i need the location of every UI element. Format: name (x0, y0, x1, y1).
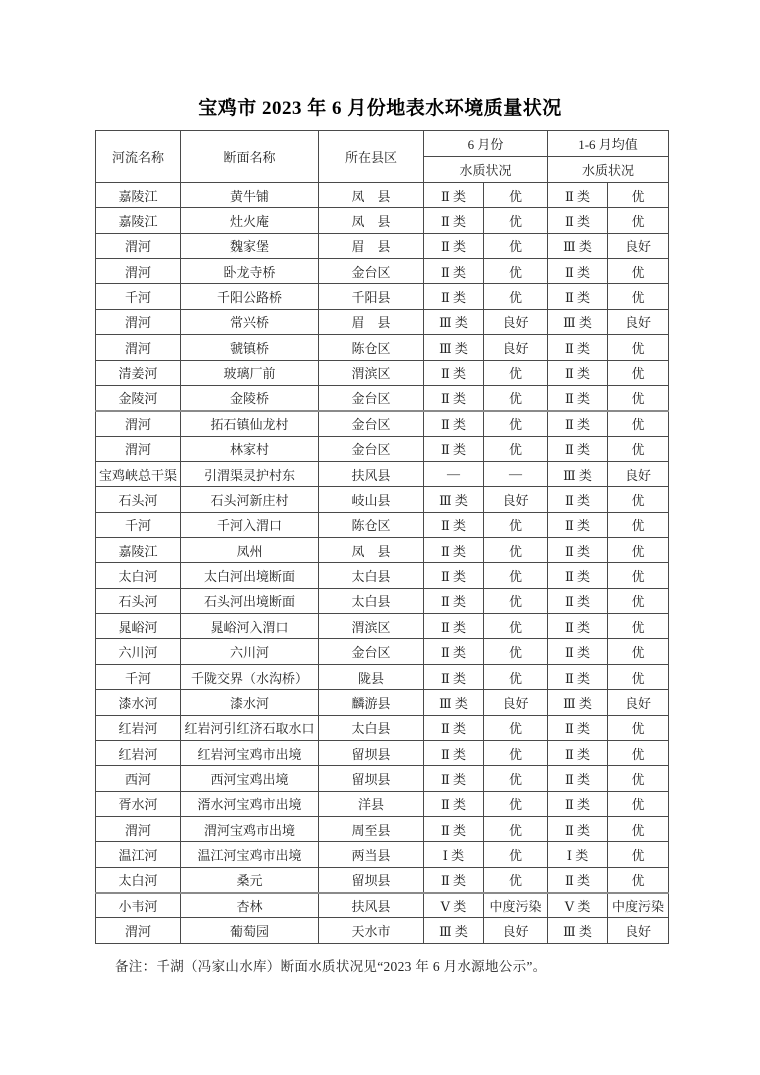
river-name-cell: 渭河 (96, 816, 181, 841)
table-row (96, 512, 669, 537)
river-name-cell: 嘉陵江 (96, 183, 181, 208)
june-status-cell: 良好 (484, 335, 548, 360)
june-status-cell: 优 (484, 208, 548, 233)
june-status-cell: 优 (484, 563, 548, 588)
june-status-cell: 优 (484, 183, 548, 208)
june-status-cell: 优 (484, 816, 548, 841)
table-row (96, 639, 669, 664)
county-cell: 留坝县 (319, 766, 424, 791)
avg-class-cell: Ⅱ 类 (548, 284, 608, 309)
river-name-cell: 小韦河 (96, 893, 181, 918)
june-status-cell: 优 (484, 512, 548, 537)
avg-status-cell: 优 (608, 639, 669, 664)
june-class-cell: — (424, 461, 484, 486)
county-cell: 渭滨区 (319, 614, 424, 639)
section-name-cell: 石头河出境断面 (181, 588, 319, 613)
table-row (96, 614, 669, 639)
river-name-cell: 清姜河 (96, 360, 181, 385)
avg-status-cell: 优 (608, 766, 669, 791)
water-quality-table (95, 130, 669, 944)
river-name-cell: 渭河 (96, 436, 181, 461)
avg-class-cell: Ⅲ 类 (548, 918, 608, 943)
june-class-cell: Ⅲ 类 (424, 918, 484, 943)
june-class-cell: Ⅱ 类 (424, 791, 484, 816)
avg-status-cell: 优 (608, 360, 669, 385)
table-row (96, 690, 669, 715)
table-row (96, 816, 669, 841)
header-county: 所在县区 (319, 131, 424, 183)
river-name-cell: 渭河 (96, 309, 181, 334)
river-name-cell: 石头河 (96, 588, 181, 613)
river-name-cell: 千河 (96, 664, 181, 689)
june-class-cell: Ⅱ 类 (424, 512, 484, 537)
county-cell: 麟游县 (319, 690, 424, 715)
river-name-cell: 嘉陵江 (96, 538, 181, 563)
june-status-cell: 优 (484, 715, 548, 740)
section-name-cell: 引渭渠灵护村东 (181, 461, 319, 486)
river-name-cell: 渭河 (96, 411, 181, 436)
river-name-cell: 晁峪河 (96, 614, 181, 639)
table-row (96, 740, 669, 765)
section-name-cell: 桑元 (181, 867, 319, 892)
section-name-cell: 太白河出境断面 (181, 563, 319, 588)
county-cell: 金台区 (319, 259, 424, 284)
june-class-cell: Ⅲ 类 (424, 487, 484, 512)
avg-class-cell: Ⅱ 类 (548, 563, 608, 588)
june-class-cell: Ⅰ 类 (424, 842, 484, 867)
june-status-cell: 优 (484, 588, 548, 613)
june-status-cell: 优 (484, 259, 548, 284)
avg-class-cell: Ⅱ 类 (548, 436, 608, 461)
avg-status-cell: 优 (608, 385, 669, 410)
section-name-cell: 石头河新庄村 (181, 487, 319, 512)
river-name-cell: 温江河 (96, 842, 181, 867)
avg-class-cell: Ⅲ 类 (548, 690, 608, 715)
section-name-cell: 葡萄园 (181, 918, 319, 943)
county-cell: 渭滨区 (319, 360, 424, 385)
june-status-cell: 优 (484, 664, 548, 689)
table-row (96, 411, 669, 436)
section-name-cell: 魏家堡 (181, 233, 319, 258)
header-river-name: 河流名称 (96, 131, 181, 183)
section-name-cell: 常兴桥 (181, 309, 319, 334)
county-cell: 太白县 (319, 715, 424, 740)
june-class-cell: Ⅲ 类 (424, 690, 484, 715)
section-name-cell: 六川河 (181, 639, 319, 664)
table-row (96, 842, 669, 867)
avg-class-cell: Ⅱ 类 (548, 538, 608, 563)
section-name-cell: 凤州 (181, 538, 319, 563)
section-name-cell: 晁峪河入渭口 (181, 614, 319, 639)
avg-status-cell: 优 (608, 715, 669, 740)
june-class-cell: Ⅱ 类 (424, 715, 484, 740)
river-name-cell: 石头河 (96, 487, 181, 512)
section-name-cell: 渭河宝鸡市出境 (181, 816, 319, 841)
section-name-cell: 林家村 (181, 436, 319, 461)
june-status-cell: 优 (484, 411, 548, 436)
avg-status-cell: 优 (608, 284, 669, 309)
section-name-cell: 卧龙寺桥 (181, 259, 319, 284)
avg-status-cell: 优 (608, 436, 669, 461)
county-cell: 金台区 (319, 436, 424, 461)
avg-class-cell: Ⅲ 类 (548, 461, 608, 486)
avg-class-cell: Ⅱ 类 (548, 411, 608, 436)
river-name-cell: 嘉陵江 (96, 208, 181, 233)
june-class-cell: Ⅱ 类 (424, 614, 484, 639)
county-cell: 凤 县 (319, 208, 424, 233)
avg-status-cell: 良好 (608, 309, 669, 334)
avg-class-cell: Ⅱ 类 (548, 740, 608, 765)
june-class-cell: Ⅱ 类 (424, 563, 484, 588)
table-row (96, 791, 669, 816)
avg-status-cell: 良好 (608, 918, 669, 943)
june-status-cell: 优 (484, 614, 548, 639)
table-row (96, 588, 669, 613)
june-class-cell: Ⅱ 类 (424, 538, 484, 563)
county-cell: 陈仓区 (319, 335, 424, 360)
table-row (96, 183, 669, 208)
section-name-cell: 西河宝鸡出境 (181, 766, 319, 791)
avg-status-cell: 优 (608, 791, 669, 816)
avg-status-cell: 良好 (608, 233, 669, 258)
table-row (96, 385, 669, 410)
avg-class-cell: Ⅱ 类 (548, 614, 608, 639)
table-row (96, 461, 669, 486)
avg-status-cell: 优 (608, 740, 669, 765)
avg-status-cell: 优 (608, 183, 669, 208)
header-june-group: 6 月份 (424, 131, 548, 157)
county-cell: 太白县 (319, 588, 424, 613)
june-class-cell: Ⅱ 类 (424, 639, 484, 664)
header-section-name: 断面名称 (181, 131, 319, 183)
county-cell: 陈仓区 (319, 512, 424, 537)
avg-class-cell: Ⅱ 类 (548, 385, 608, 410)
river-name-cell: 红岩河 (96, 740, 181, 765)
avg-status-cell: 优 (608, 259, 669, 284)
county-cell: 金台区 (319, 411, 424, 436)
avg-class-cell: Ⅱ 类 (548, 588, 608, 613)
june-class-cell: Ⅱ 类 (424, 411, 484, 436)
avg-status-cell: 优 (608, 588, 669, 613)
june-class-cell: Ⅲ 类 (424, 309, 484, 334)
avg-class-cell: Ⅱ 类 (548, 259, 608, 284)
header-avg-quality: 水质状况 (548, 157, 669, 183)
section-name-cell: 红岩河引红济石取水口 (181, 715, 319, 740)
avg-status-cell: 优 (608, 335, 669, 360)
june-status-cell: 优 (484, 766, 548, 791)
avg-class-cell: Ⅱ 类 (548, 208, 608, 233)
county-cell: 洋县 (319, 791, 424, 816)
avg-status-cell: 优 (608, 512, 669, 537)
county-cell: 眉 县 (319, 309, 424, 334)
june-class-cell: Ⅱ 类 (424, 740, 484, 765)
june-class-cell: Ⅲ 类 (424, 335, 484, 360)
june-class-cell: Ⅱ 类 (424, 284, 484, 309)
avg-class-cell: Ⅱ 类 (548, 639, 608, 664)
june-status-cell: 优 (484, 360, 548, 385)
june-status-cell: 良好 (484, 690, 548, 715)
avg-class-cell: Ⅱ 类 (548, 715, 608, 740)
avg-class-cell: Ⅱ 类 (548, 766, 608, 791)
river-name-cell: 渭河 (96, 335, 181, 360)
county-cell: 凤 县 (319, 538, 424, 563)
avg-class-cell: Ⅲ 类 (548, 309, 608, 334)
footnote: 备注：千湖（冯家山水库）断面水质状况见“2023 年 6 月水源地公示”。 (115, 959, 547, 974)
river-name-cell: 太白河 (96, 867, 181, 892)
river-name-cell: 金陵河 (96, 385, 181, 410)
section-name-cell: 湑水河宝鸡市出境 (181, 791, 319, 816)
county-cell: 金台区 (319, 639, 424, 664)
june-status-cell: 优 (484, 639, 548, 664)
header-june-quality: 水质状况 (424, 157, 548, 183)
table-row (96, 259, 669, 284)
june-class-cell: Ⅱ 类 (424, 816, 484, 841)
county-cell: 扶风县 (319, 461, 424, 486)
river-name-cell: 胥水河 (96, 791, 181, 816)
table-row (96, 309, 669, 334)
section-name-cell: 玻璃厂前 (181, 360, 319, 385)
june-status-cell: 优 (484, 284, 548, 309)
table-body (96, 183, 669, 944)
june-status-cell: 优 (484, 791, 548, 816)
table-row (96, 360, 669, 385)
section-name-cell: 杏林 (181, 893, 319, 918)
section-name-cell: 红岩河宝鸡市出境 (181, 740, 319, 765)
county-cell: 眉 县 (319, 233, 424, 258)
june-class-cell: Ⅱ 类 (424, 664, 484, 689)
section-name-cell: 虢镇桥 (181, 335, 319, 360)
section-name-cell: 黄牛铺 (181, 183, 319, 208)
june-class-cell: Ⅱ 类 (424, 385, 484, 410)
county-cell: 陇县 (319, 664, 424, 689)
county-cell: 扶风县 (319, 893, 424, 918)
county-cell: 周至县 (319, 816, 424, 841)
table-row (96, 766, 669, 791)
county-cell: 太白县 (319, 563, 424, 588)
section-name-cell: 拓石镇仙龙村 (181, 411, 319, 436)
table-row (96, 715, 669, 740)
section-name-cell: 千河入渭口 (181, 512, 319, 537)
avg-class-cell: Ⅱ 类 (548, 816, 608, 841)
section-name-cell: 千陇交界（水沟桥） (181, 664, 319, 689)
river-name-cell: 千河 (96, 284, 181, 309)
june-status-cell: 良好 (484, 918, 548, 943)
june-status-cell: 优 (484, 436, 548, 461)
june-class-cell: Ⅱ 类 (424, 588, 484, 613)
table-row (96, 233, 669, 258)
county-cell: 凤 县 (319, 183, 424, 208)
avg-class-cell: Ⅱ 类 (548, 664, 608, 689)
section-name-cell: 灶火庵 (181, 208, 319, 233)
june-class-cell: Ⅱ 类 (424, 208, 484, 233)
june-status-cell: 优 (484, 842, 548, 867)
avg-status-cell: 优 (608, 487, 669, 512)
avg-class-cell: Ⅲ 类 (548, 233, 608, 258)
avg-class-cell: Ⅰ 类 (548, 842, 608, 867)
river-name-cell: 红岩河 (96, 715, 181, 740)
june-class-cell: Ⅱ 类 (424, 766, 484, 791)
avg-class-cell: Ⅱ 类 (548, 183, 608, 208)
june-status-cell: 优 (484, 538, 548, 563)
june-class-cell: Ⅴ 类 (424, 893, 484, 918)
june-status-cell: 良好 (484, 309, 548, 334)
river-name-cell: 六川河 (96, 639, 181, 664)
county-cell: 留坝县 (319, 740, 424, 765)
avg-class-cell: Ⅱ 类 (548, 791, 608, 816)
river-name-cell: 千河 (96, 512, 181, 537)
header-avg-group: 1-6 月均值 (548, 131, 669, 157)
section-name-cell: 漆水河 (181, 690, 319, 715)
june-class-cell: Ⅱ 类 (424, 183, 484, 208)
county-cell: 千阳县 (319, 284, 424, 309)
section-name-cell: 温江河宝鸡市出境 (181, 842, 319, 867)
june-class-cell: Ⅱ 类 (424, 360, 484, 385)
avg-status-cell: 优 (608, 867, 669, 892)
table-header (96, 131, 669, 183)
county-cell: 岐山县 (319, 487, 424, 512)
june-status-cell: 中度污染 (484, 893, 548, 918)
river-name-cell: 漆水河 (96, 690, 181, 715)
june-status-cell: 良好 (484, 487, 548, 512)
section-name-cell: 千阳公路桥 (181, 284, 319, 309)
avg-class-cell: Ⅱ 类 (548, 335, 608, 360)
table-row (96, 335, 669, 360)
table-row (96, 664, 669, 689)
avg-status-cell: 优 (608, 816, 669, 841)
june-status-cell: 优 (484, 867, 548, 892)
avg-status-cell: 优 (608, 614, 669, 639)
table-row (96, 893, 669, 918)
june-class-cell: Ⅱ 类 (424, 259, 484, 284)
june-status-cell: — (484, 461, 548, 486)
avg-class-cell: Ⅱ 类 (548, 867, 608, 892)
june-class-cell: Ⅱ 类 (424, 233, 484, 258)
river-name-cell: 渭河 (96, 918, 181, 943)
avg-class-cell: Ⅱ 类 (548, 512, 608, 537)
june-status-cell: 优 (484, 740, 548, 765)
table-row (96, 867, 669, 892)
table-row (96, 563, 669, 588)
avg-status-cell: 优 (608, 208, 669, 233)
june-status-cell: 优 (484, 233, 548, 258)
avg-status-cell: 优 (608, 664, 669, 689)
avg-class-cell: Ⅱ 类 (548, 487, 608, 512)
june-class-cell: Ⅱ 类 (424, 436, 484, 461)
river-name-cell: 宝鸡峡总干渠 (96, 461, 181, 486)
avg-status-cell: 优 (608, 842, 669, 867)
table-row (96, 208, 669, 233)
table-row (96, 538, 669, 563)
table-row (96, 284, 669, 309)
avg-status-cell: 良好 (608, 690, 669, 715)
avg-class-cell: Ⅴ 类 (548, 893, 608, 918)
county-cell: 留坝县 (319, 867, 424, 892)
avg-status-cell: 良好 (608, 461, 669, 486)
table-row (96, 436, 669, 461)
page-title: 宝鸡市 2023 年 6 月份地表水环境质量状况 (198, 98, 562, 119)
section-name-cell: 金陵桥 (181, 385, 319, 410)
county-cell: 金台区 (319, 385, 424, 410)
table-row (96, 487, 669, 512)
county-cell: 天水市 (319, 918, 424, 943)
river-name-cell: 西河 (96, 766, 181, 791)
table-row (96, 918, 669, 943)
avg-status-cell: 中度污染 (608, 893, 669, 918)
avg-class-cell: Ⅱ 类 (548, 360, 608, 385)
county-cell: 两当县 (319, 842, 424, 867)
avg-status-cell: 优 (608, 538, 669, 563)
avg-status-cell: 优 (608, 563, 669, 588)
june-class-cell: Ⅱ 类 (424, 867, 484, 892)
river-name-cell: 渭河 (96, 259, 181, 284)
june-status-cell: 优 (484, 385, 548, 410)
avg-status-cell: 优 (608, 411, 669, 436)
river-name-cell: 太白河 (96, 563, 181, 588)
river-name-cell: 渭河 (96, 233, 181, 258)
